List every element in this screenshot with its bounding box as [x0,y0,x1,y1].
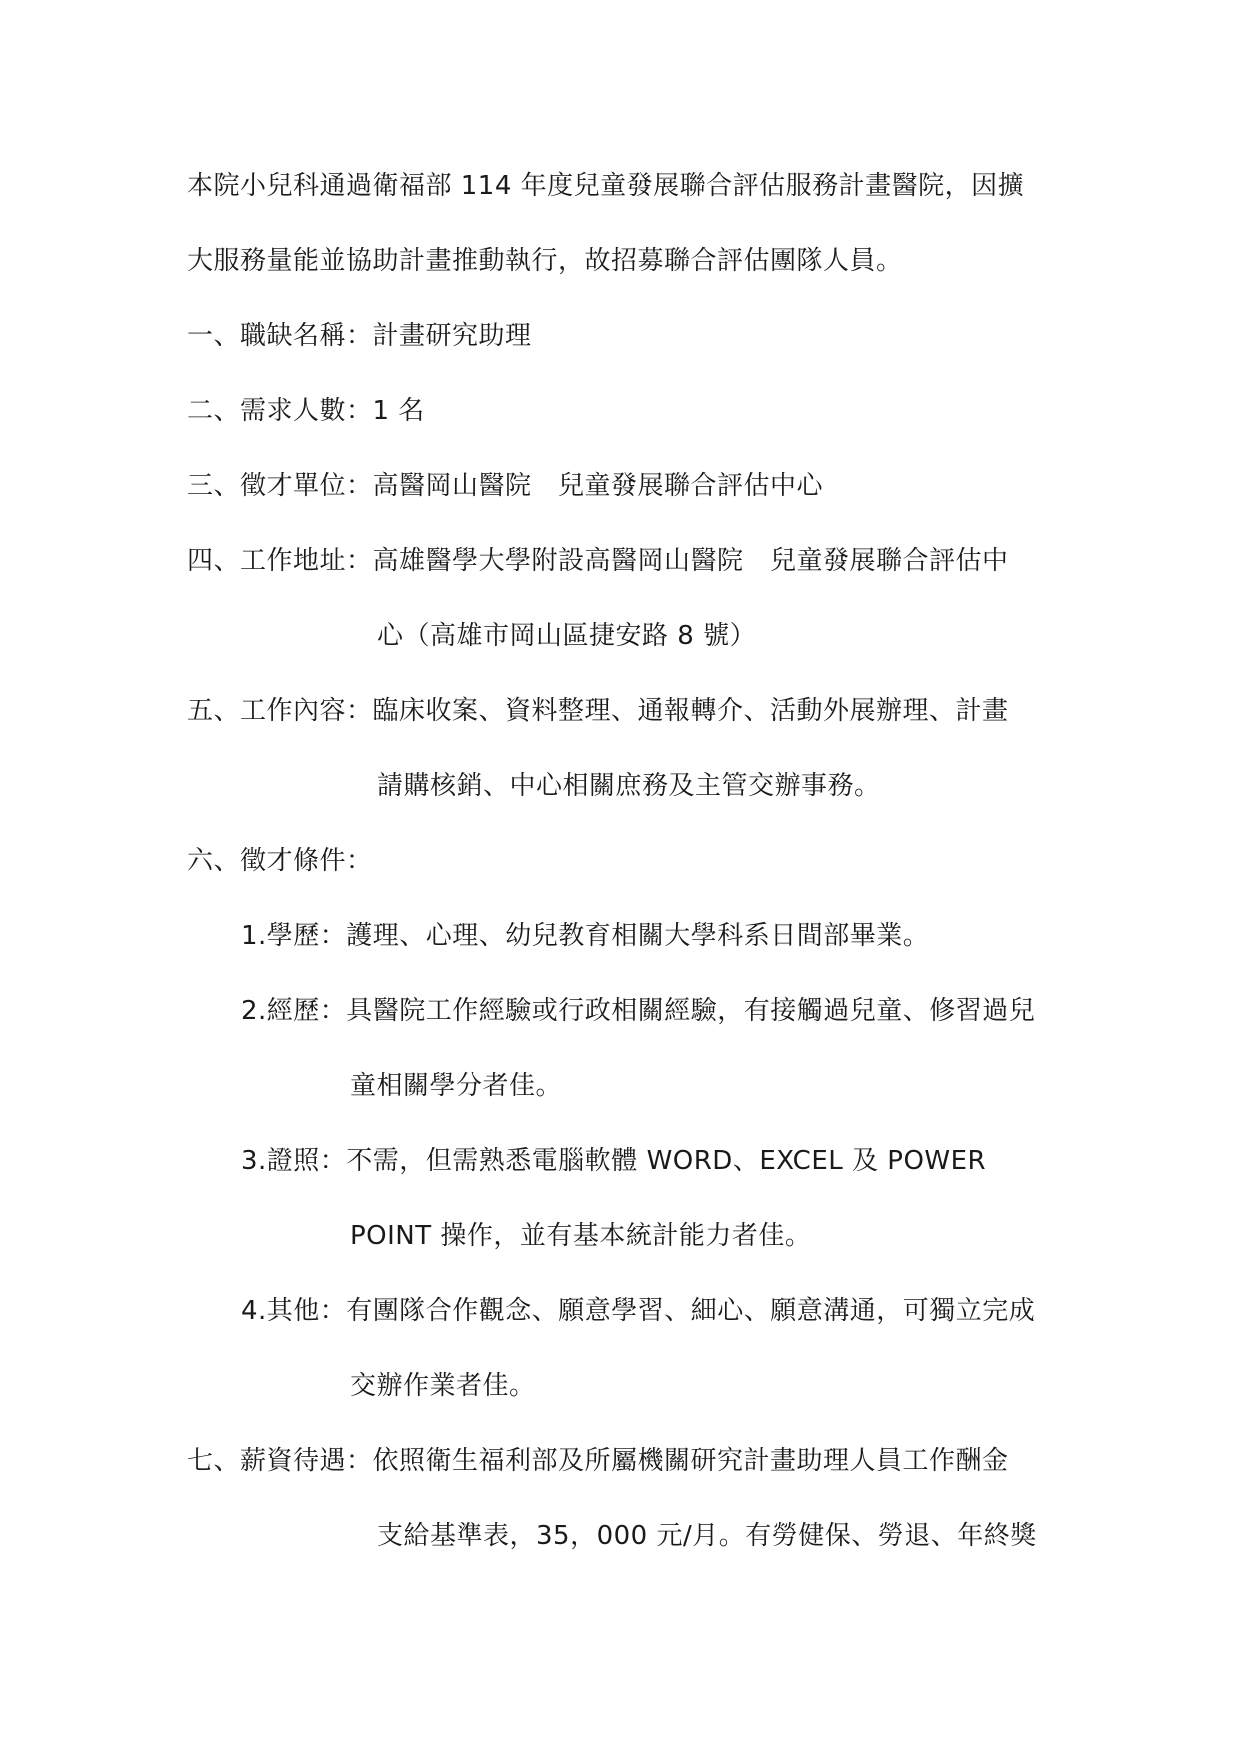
requirement-certificate-line-1: 3.證照：不需，但需熟悉電腦軟體 WORD、EXCEL 及 POWER [241,1146,987,1176]
salary-line-2: 支給基準表，35，000 元/月。有勞健保、勞退、年終獎 [377,1521,1037,1551]
item-address-line-1: 四、工作地址：高雄醫學大學附設高醫岡山醫院 兒童發展聯合評估中 [187,546,1009,576]
item-duties-line-2: 請購核銷、中心相關庶務及主管交辦事務。 [377,771,881,801]
item-job-title: 一、職缺名稱：計畫研究助理 [187,321,532,351]
requirement-education: 1.學歷：護理、心理、幼兒教育相關大學科系日間部畢業。 [241,921,930,951]
item-headcount: 二、需求人數：1 名 [187,396,425,426]
requirement-other-line-1: 4.其他：有團隊合作觀念、願意學習、細心、願意溝通，可獨立完成 [241,1296,1036,1326]
requirement-experience-line-2: 童相關學分者佳。 [350,1071,563,1101]
requirement-other-line-2: 交辦作業者佳。 [350,1371,536,1401]
intro-line-2: 大服務量能並協助計畫推動執行，故招募聯合評估團隊人員。 [187,246,903,276]
item-unit: 三、徵才單位：高醫岡山醫院 兒童發展聯合評估中心 [187,471,824,501]
item-address-line-2: 心（高雄市岡山區捷安路 8 號） [377,621,757,651]
item-duties-line-1: 五、工作內容：臨床收案、資料整理、通報轉介、活動外展辦理、計畫 [187,696,1009,726]
salary-line-1: 七、薪資待遇：依照衛生福利部及所屬機關研究計畫助理人員工作酬金 [187,1446,1009,1476]
intro-line-1: 本院小兒科通過衛福部 114 年度兒童發展聯合評估服務計畫醫院，因擴 [187,171,1025,201]
requirements-heading: 六、徵才條件： [187,846,373,876]
requirement-certificate-line-2: POINT 操作，並有基本統計能力者佳。 [350,1221,812,1251]
requirement-experience-line-1: 2.經歷：具醫院工作經驗或行政相關經驗，有接觸過兒童、修習過兒 [241,996,1036,1026]
